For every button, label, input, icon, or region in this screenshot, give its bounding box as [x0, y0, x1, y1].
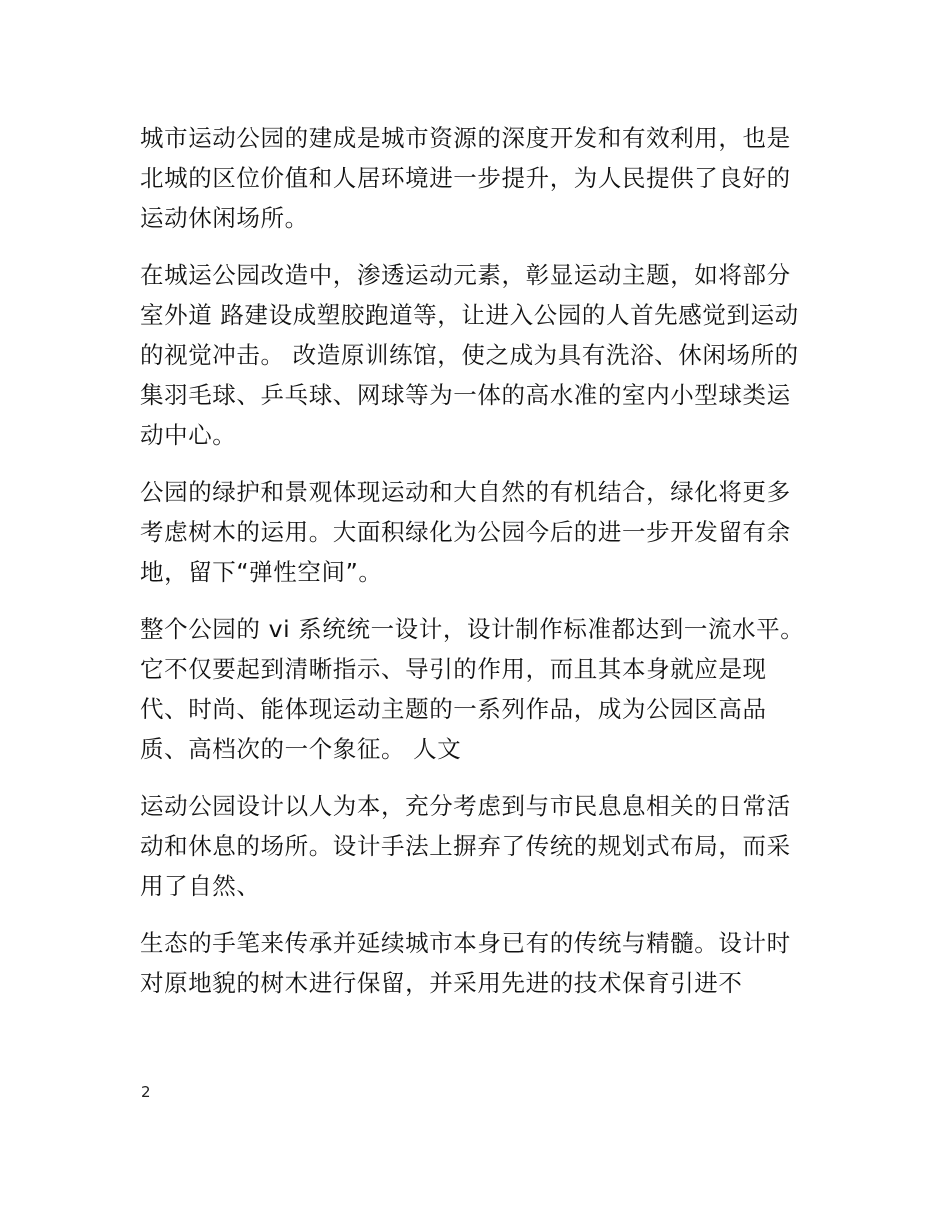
document-body: [140, 118, 812, 1020]
paragraph-5: 运动公园设计以人为本，充分考虑到与市民息息相关的日常活动和休息的场所。设计手法上摒弃了传统的规划式布局，而采用了自然、: [140, 792, 791, 900]
paragraph-4: 整个公园的 vi 系统统一设计，设计制作标准都达到一流水平。它不仅要起到清晰指示、导引的作用，而且其本身就应是现代、时尚、能体现运动主题的一系列作品，成为公园区高品质、高档次的一个象征。 人文: [140, 615, 805, 763]
paragraph-2: 在城运公园改造中，渗透运动元素，彰显运动主题，如将部分室外道 路建设成塑胶跑道等，让进入公园的人首先感觉到运动的视觉冲击。 改造原训练馆，使之成为具有洗浴、休闲场所的集羽毛球、乒乓球、网球等为一体的高水准的室内小型球类运动中心。: [140, 261, 799, 449]
paragraph-6: 生态的手笔来传承并延续城市本身已有的传统与精髓。设计时对原地貌的树木进行保留，并采用先进的技术保育引进不: [140, 929, 791, 997]
page-number: 2: [141, 1083, 151, 1101]
paragraph-1: 城市运动公园的建成是城市资源的深度开发和有效利用，也是北城的区位价值和人居环境进一步提升，为人民提供了良好的运动休闲场所。: [140, 124, 791, 232]
paragraph-3: 公园的绿护和景观体现运动和大自然的有机结合，绿化将更多考虑树木的运用。大面积绿化为公园今后的进一步开发留有余地，留下“弹性空间”。: [140, 478, 791, 586]
